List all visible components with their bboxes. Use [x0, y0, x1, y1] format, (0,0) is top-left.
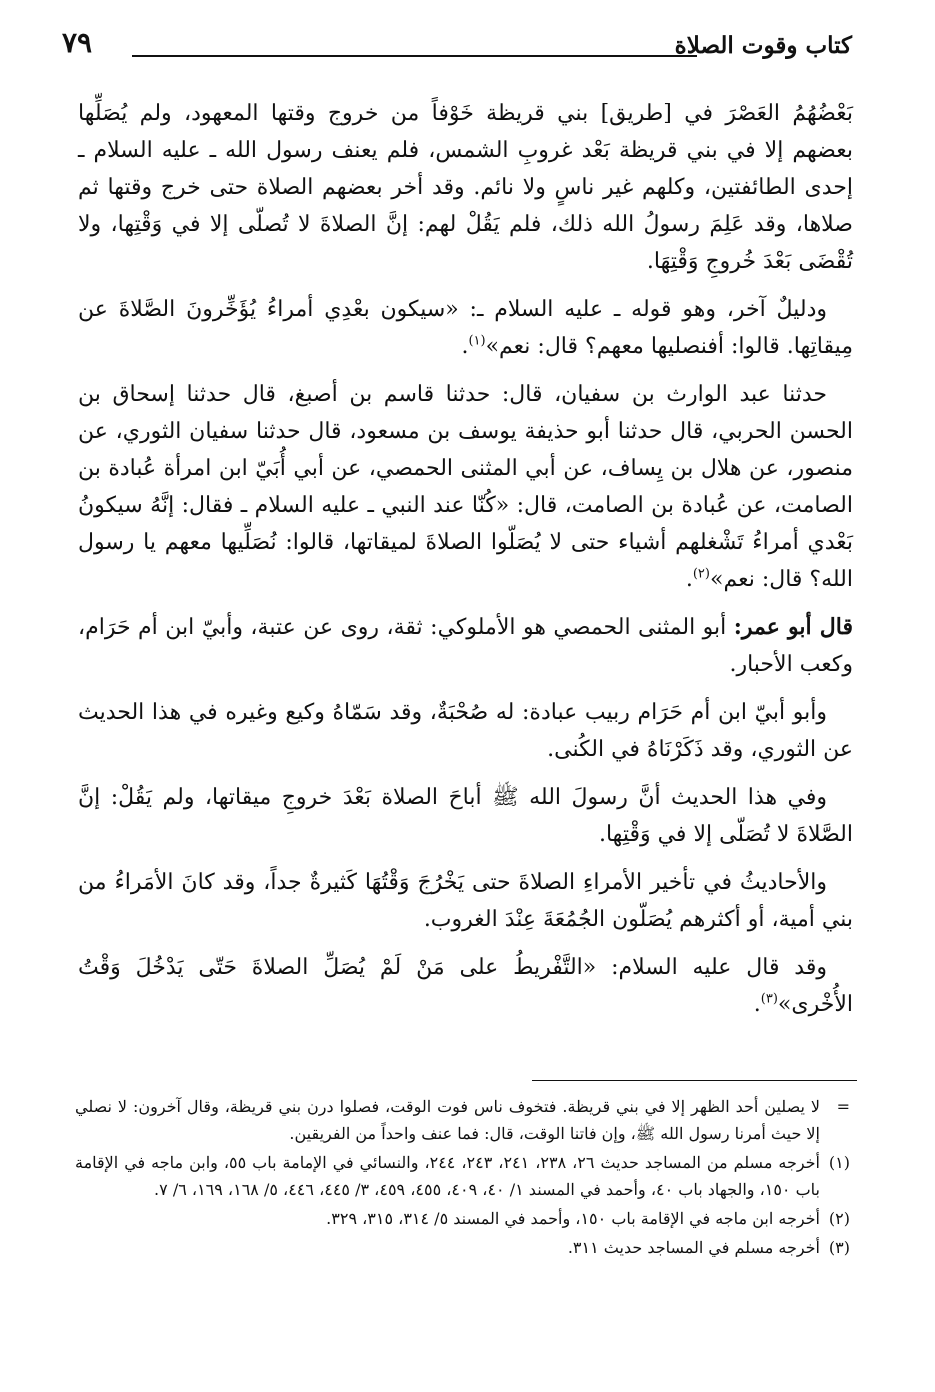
- main-text: [78, 95, 853, 1034]
- footnote-text: أخرجه ابن ماجه في الإقامة باب ١٥٠، وأحمد في المسند ٥/ ٣١٤، ٣١٥، ٣٢٩.: [326, 1209, 820, 1228]
- footnote-text: أخرجه مسلم من المساجد حديث ٢٦، ٢٣٨، ٢٤١، ٢٤٣، ٢٤٤، والنسائي في الإمامة باب ٥٥، وابن ماجه في الإقامة باب ١٥٠، والجهاد باب ٤٠، وأحمد في المسند ١/ ٤٠، ٤٠٩، ٤٥٥، ٤٥٩، ٣/ ٤٤٥، ٤٤٦، ٥/ ١٦٨، ١٦٩، ٦/ ٧.: [75, 1153, 820, 1199]
- paragraph: حدثنا عبد الوارث بن سفيان، قال: حدثنا قاسم بن أصبغ، قال حدثنا إسحاق بن الحسن الحربي، قال حدثنا أبو حذيفة يوسف بن مسعود، قال حدثنا سفيان الثوري، عن منصور، عن هلال بن يِساف، عن أبي المثنى الحمصي، عن أبي أُبَيّ ابن امرأة عُبادة بن الصامت، عن عُبادة بن الصامت، قال: «كُنّا عند النبي ـ عليه السلام ـ فقال: إنَّهُ سيكونُ بَعْدي أمراءُ تَشْغلهم أشياء حتى لا يُصَلّوا الصلاةَ لميقاتها، قالوا: نُصَلِّيها معهم يا رسول الله؟ قال: نعم»$^{(٢)}$.: [78, 382, 853, 592]
- paragraph-text: أبو المثنى الحمصي هو الأملوكي: ثقة، روى عن عتبة، وأبيّ ابن أم حَرَام، وكعب الأحبار.: [78, 615, 853, 677]
- page-number: ٧٩: [62, 26, 93, 59]
- footnote-ref[interactable]: (٢): [692, 566, 710, 582]
- footnote: [75, 1205, 850, 1232]
- footnote: [75, 1234, 850, 1261]
- footnote: [75, 1093, 850, 1147]
- footnote-text: لا يصلين أحد الظهر إلا في بني قريظة. فتخوف ناس فوت الوقت، فصلوا درن بني قريظة، وقال آخرون: لا نصلي إلا حيث أمرنا رسول الله ﷺ، وإن فاتنا الوقت، قال: فما عنف واحداً من الفريقين.: [75, 1097, 820, 1143]
- paragraph-text: وقد قال عليه السلام: «التَّفْريطُ على مَنْ لَمْ يُصَلِّ الصلاةَ حَتّى يَدْخُلَ وَقْتُ الأُخْرى»: [78, 955, 853, 1017]
- page-header: [62, 22, 852, 66]
- footnote-text: أخرجه مسلم في المساجد حديث ٣١١.: [567, 1238, 820, 1257]
- footnote: [75, 1149, 850, 1203]
- header-rule: [132, 55, 697, 57]
- author-lead: قال أبو عمر:: [733, 614, 853, 640]
- paragraph: [78, 609, 853, 683]
- paragraph: وقد قال عليه السلام: «التَّفْريطُ على مَنْ لَمْ يُصَلِّ الصلاةَ حَتّى يَدْخُلَ وَقْتُ الأُخْرى»$^{(٣)}$.: [78, 955, 853, 1017]
- paragraph-text: حدثنا عبد الوارث بن سفيان، قال: حدثنا قاسم بن أصبغ، قال حدثنا إسحاق بن الحسن الحربي، قال حدثنا أبو حذيفة يوسف بن مسعود، قال حدثنا سفيان الثوري، عن منصور، عن هلال بن يِساف، عن أبي المثنى الحمصي، عن أبي أُبَيّ ابن امرأة عُبادة بن الصامت، عن عُبادة بن الصامت، قال: «كُنّا عند النبي ـ عليه السلام ـ فقال: إنَّهُ سيكونُ بَعْدي أمراءُ تَشْغلهم أشياء حتى لا يُصَلّوا الصلاةَ لميقاتها، قالوا: نُصَلِّيها معهم يا رسول الله؟ قال: نعم»: [78, 382, 853, 592]
- paragraph-text: وأبو أبيّ ابن أم حَرَام ربيب عبادة: له صُحْبَةٌ، وقد سَمّاهُ وكيع وغيره في هذا الحديث عن الثوري، وقد ذَكَرْنَاهُ في الكُنى.: [78, 700, 853, 762]
- paragraph-text: بَعْضُهُمُ العَصْرَ في [طريق] بني قريظة خَوْفاً من خروج وقتها المعهود، ولم يُصَلِّها بعضهم إلا في بني قريظة بَعْد غروبِ الشمس، فلم يعنف رسول الله ـ عليه السلام ـ إحدى الطائفتين، وكلهم غير ناسٍ ولا نائم. وقد أخر بعضهم الصلاة حتى خرج وقتها ثم صلاها، وقد عَلِمَ رسولُ الله ذلك، فلم يَقُلْ لهم: إنَّ الصلاةَ لا تُصلّى إلا في وَقْتِها، ولا تُقْضَى بَعْدَ خُروجِ وَقْتِهَا.: [78, 101, 853, 274]
- paragraph: [78, 694, 853, 768]
- footnotes: [75, 1093, 850, 1263]
- footnote-mark: =: [836, 1097, 850, 1116]
- paragraph-text: وفي هذا الحديث أنَّ رسولَ الله ﷺ أباحَ الصلاة بَعْدَ خروجِ ميقاتها، ولم يَقُلْ: إنَّ الصَّلاةَ لا تُصَلّى إلا في وَقْتِها.: [78, 785, 853, 847]
- running-title: كتاب وقوت الصلاة: [674, 32, 852, 59]
- footnote-mark: (٢): [828, 1209, 850, 1228]
- footnote-ref[interactable]: (٣): [760, 991, 778, 1007]
- footnote-mark: (١): [828, 1153, 850, 1172]
- footnote-mark: (٣): [828, 1238, 850, 1257]
- paragraph: ودليلٌ آخر، وهو قوله ـ عليه السلام ـ: «سيكون بعْدِي أمراءُ يُؤَخِّرونَ الصَّلاةَ عن مِيقاتِها. قالوا: أفنصليها معهم؟ قال: نعم»$^{(١)}$.: [78, 297, 853, 359]
- footnote-ref[interactable]: (١): [468, 333, 486, 349]
- paragraph-text: ودليلٌ آخر، وهو قوله ـ عليه السلام ـ: «سيكون بعْدِي أمراءُ يُؤَخِّرونَ الصَّلاةَ عن مِيقاتِها. قالوا: أفنصليها معهم؟ قال: نعم»: [78, 297, 853, 359]
- paragraph: [78, 864, 853, 938]
- paragraph-text: والأحاديثُ في تأخير الأمراءِ الصلاةَ حتى يَخْرُجَ وَقْتُهَا كَثيرةٌ جداً، وقد كانَ الأمَراءُ من بني أمية، أو أكثرهم يُصَلّون الجُمُعَةَ عِنْدَ الغروب.: [78, 870, 853, 932]
- paragraph: [78, 95, 853, 280]
- paragraph: [78, 779, 853, 853]
- footnote-rule: [532, 1080, 857, 1081]
